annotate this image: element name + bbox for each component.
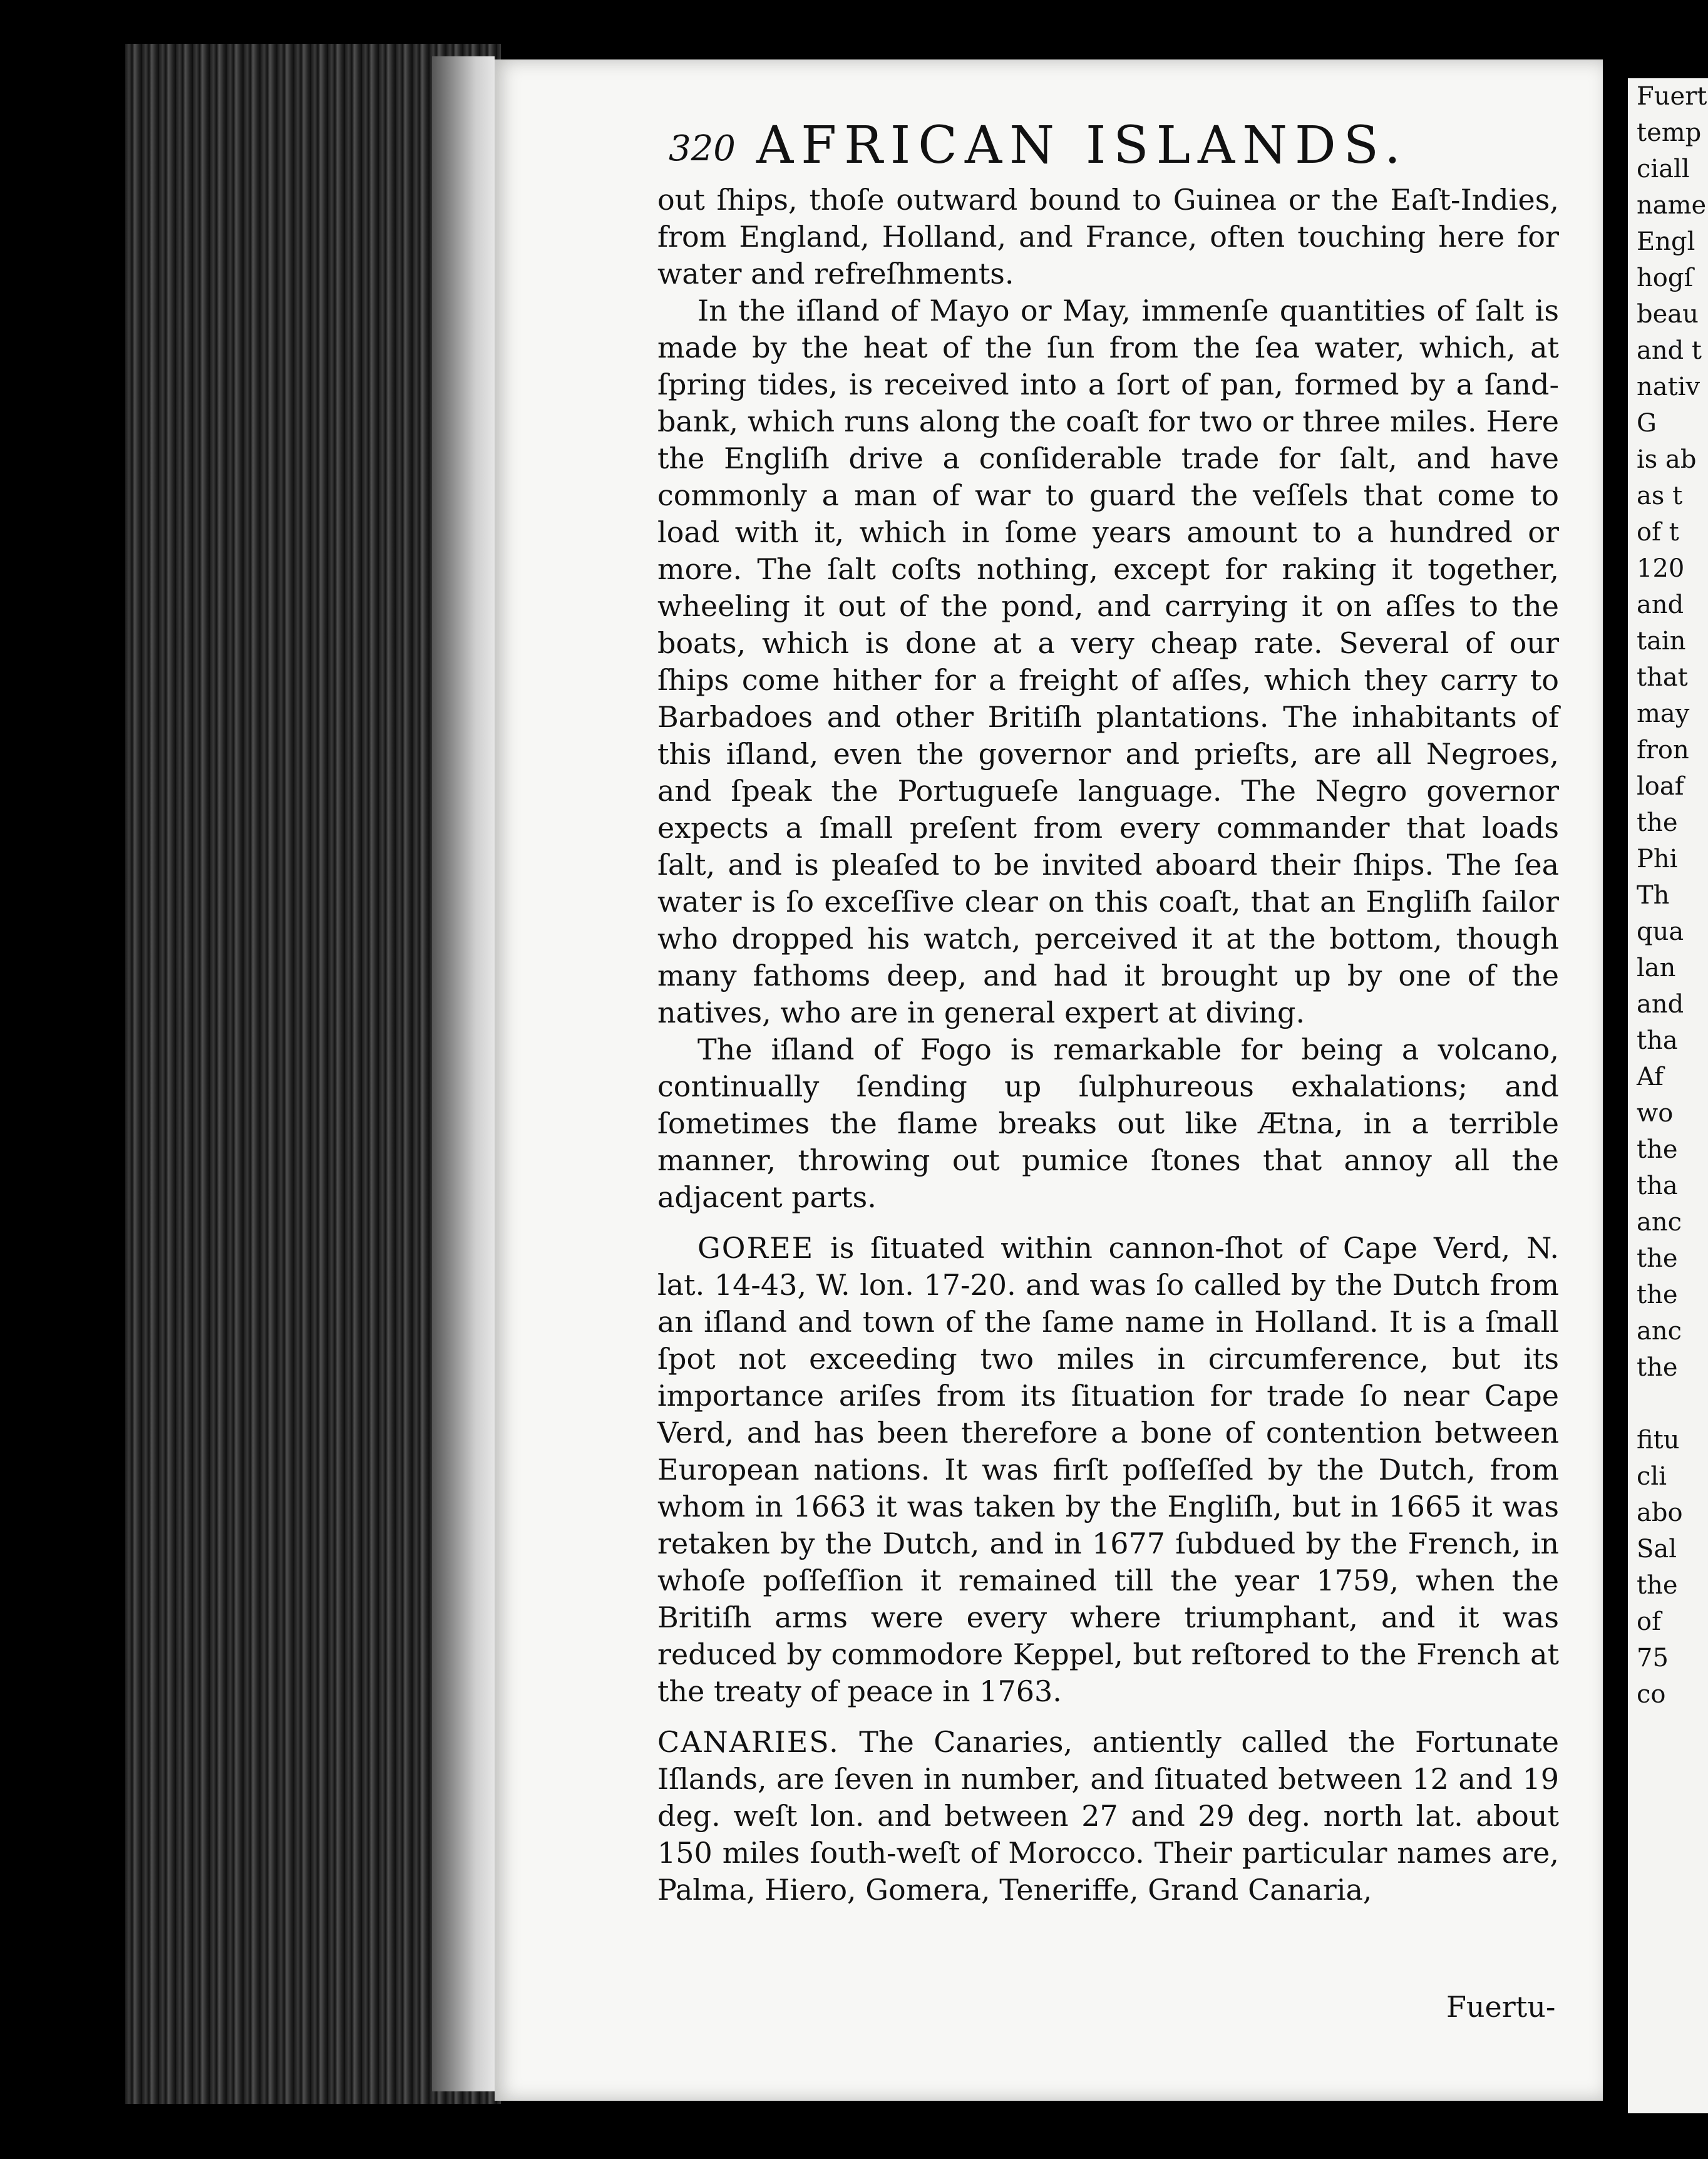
right-page-line: 120 xyxy=(1637,554,1685,583)
right-page-line: and t xyxy=(1637,336,1702,365)
right-page-line: loaf xyxy=(1637,772,1684,801)
right-page-line: cli xyxy=(1637,1462,1667,1491)
right-page-line: G xyxy=(1637,409,1657,438)
right-page-line: temp xyxy=(1637,118,1702,147)
section-heading-goree: GOREE xyxy=(697,1231,815,1265)
book-gutter xyxy=(1603,59,1628,2101)
right-page-line: nativ xyxy=(1637,373,1700,401)
paragraph-continuation: out ſhips, thoſe outward bound to Guinea or the Eaſt-Indies, from England, Holland, and France, often touching here for water and refreſhments. xyxy=(657,183,1559,291)
running-head: AFRICAN ISLANDS. xyxy=(756,116,1409,175)
right-page-line: anc xyxy=(1637,1317,1682,1346)
right-page-line: ciall xyxy=(1637,155,1690,183)
right-page-line xyxy=(1628,1386,1708,1422)
right-page-line: fron xyxy=(1637,736,1689,765)
right-page-line: may xyxy=(1637,699,1690,728)
right-page-line: qua xyxy=(1637,917,1684,946)
right-page-line: the xyxy=(1637,1244,1678,1273)
right-page-line: Engl xyxy=(1637,227,1695,256)
right-page-line: Phi xyxy=(1637,845,1678,873)
right-page-line: tha xyxy=(1637,1026,1678,1055)
right-page-line: abo xyxy=(1637,1498,1683,1527)
right-page-line: Fuert xyxy=(1637,82,1707,111)
page-body xyxy=(657,182,1559,1909)
right-page-line: is ab xyxy=(1637,445,1697,474)
right-page-line: the xyxy=(1637,1353,1678,1382)
right-page-line: as t xyxy=(1637,482,1683,510)
section-heading-canaries: CANARIES. xyxy=(657,1725,840,1759)
right-page-line: Sal xyxy=(1637,1535,1677,1564)
right-page-line: Th xyxy=(1637,881,1670,910)
paragraph-mayo: In the iſland of Mayo or May, immenſe quantities of ſalt is made by the heat of the ſun from the ſea water, which, at ſpring tides, is received into a ſort of pan, formed by a ſand-bank, which runs along the coaſt for two or three miles. Here the Engliſh drive a conſiderable trade for ſalt, and have commonly a man of war to guard the veſſels that come to load with it, which in ſome years amount to a hundred or more. The ſalt coſts nothing, except for raking it together, wheeling it out of the pond, and carrying it on aſſes to the boats, which is done at a very cheap rate. Several of our ſhips come hither for a freight of aſſes, which they carry to Barbadoes and other Britiſh plantations. The inhabitants of this iſland, even the governor and prieſts, are all Negroes, and ſpeak the Portugueſe language. The Negro governor expects a ſmall preſent from every commander that loads ſalt, and is pleaſed to be invited aboard their ſhips. The ſea water is ſo exceſſive clear on this coaſt, that an Engliſh ſailor who dropped his watch, perceived it at the bottom, though many fathoms deep, and had it brought up by one of the natives, who are in general expert at diving. xyxy=(657,294,1559,1029)
paragraph-canaries-text: The Canaries, antiently called the Fortunate Iſlands, are ſeven in number, and ſituated between 12 and 19 deg. weſt lon. and between 27 and 29 deg. north lat. about 150 miles ſouth-weſt of Morocco. Their particular names are, Palma, Hiero, Gomera, Teneriffe, Grand Canaria, xyxy=(657,1725,1559,1907)
right-page-line: lan xyxy=(1637,954,1676,982)
right-page-line: the xyxy=(1637,1135,1678,1164)
right-page-line: name xyxy=(1637,191,1707,220)
right-page-line: wo xyxy=(1637,1099,1674,1128)
right-page-line: of xyxy=(1637,1607,1661,1636)
page-number: 320 xyxy=(669,128,736,169)
right-page-line: 75 xyxy=(1637,1644,1669,1672)
right-page-line: tha xyxy=(1637,1172,1678,1200)
right-page-line: and xyxy=(1637,590,1684,619)
right-page-line: the xyxy=(1637,1571,1678,1600)
right-page-line: that xyxy=(1637,663,1688,692)
right-page-line: the xyxy=(1637,808,1678,837)
right-page-fragment xyxy=(1628,78,1708,2113)
right-page-line: fitu xyxy=(1637,1426,1680,1455)
right-page-line: and xyxy=(1637,990,1684,1019)
right-page-line: Af xyxy=(1637,1063,1664,1091)
paragraph-canaries xyxy=(657,1724,1559,1909)
right-page-line: co xyxy=(1637,1680,1666,1709)
catchword: Fuertu- xyxy=(1446,1990,1556,2024)
right-page-line: hogſ xyxy=(1637,264,1694,292)
right-page-line: the xyxy=(1637,1280,1678,1309)
page-header xyxy=(669,116,1407,185)
page-edge-highlight xyxy=(432,56,495,2091)
paragraph-fogo: The iſland of Fogo is remarkable for being a volcano, continually ſending up ſulphureous exhalations; and ſometimes the flame breaks out like Ætna, in a terrible manner, throwing out pumice ſtones that annoy all the adjacent parts. xyxy=(657,1033,1559,1214)
right-page-line: of t xyxy=(1637,518,1679,547)
paragraph-goree-text: is ſituated within cannon-ſhot of Cape Verd, N. lat. 14-43, W. lon. 17-20. and was ſo called by the Dutch from an iſland and town of the ſame name in Holland. It is a ſmall ſpot not exceeding two miles in circumference, but its importance ariſes from its ſituation for trade ſo near Cape Verd, and has been therefore a bone of contention between European nations. It was firſt poſſeſſed by the Dutch, from whom in 1663 it was taken by the Engliſh, but in 1665 it was retaken by the Dutch, and in 1677 ſubdued by the French, in whoſe poſſeſſion it remained till the year 1759, when the Britiſh arms were every where triumphant, and it was reduced by commodore Keppel, but reſtored to the French at the treaty of peace in 1763. xyxy=(657,1231,1559,1708)
right-page-line: tain xyxy=(1637,627,1686,656)
paragraph-goree xyxy=(657,1230,1559,1710)
right-page-line: beau xyxy=(1637,300,1699,329)
right-page-line: anc xyxy=(1637,1208,1682,1237)
